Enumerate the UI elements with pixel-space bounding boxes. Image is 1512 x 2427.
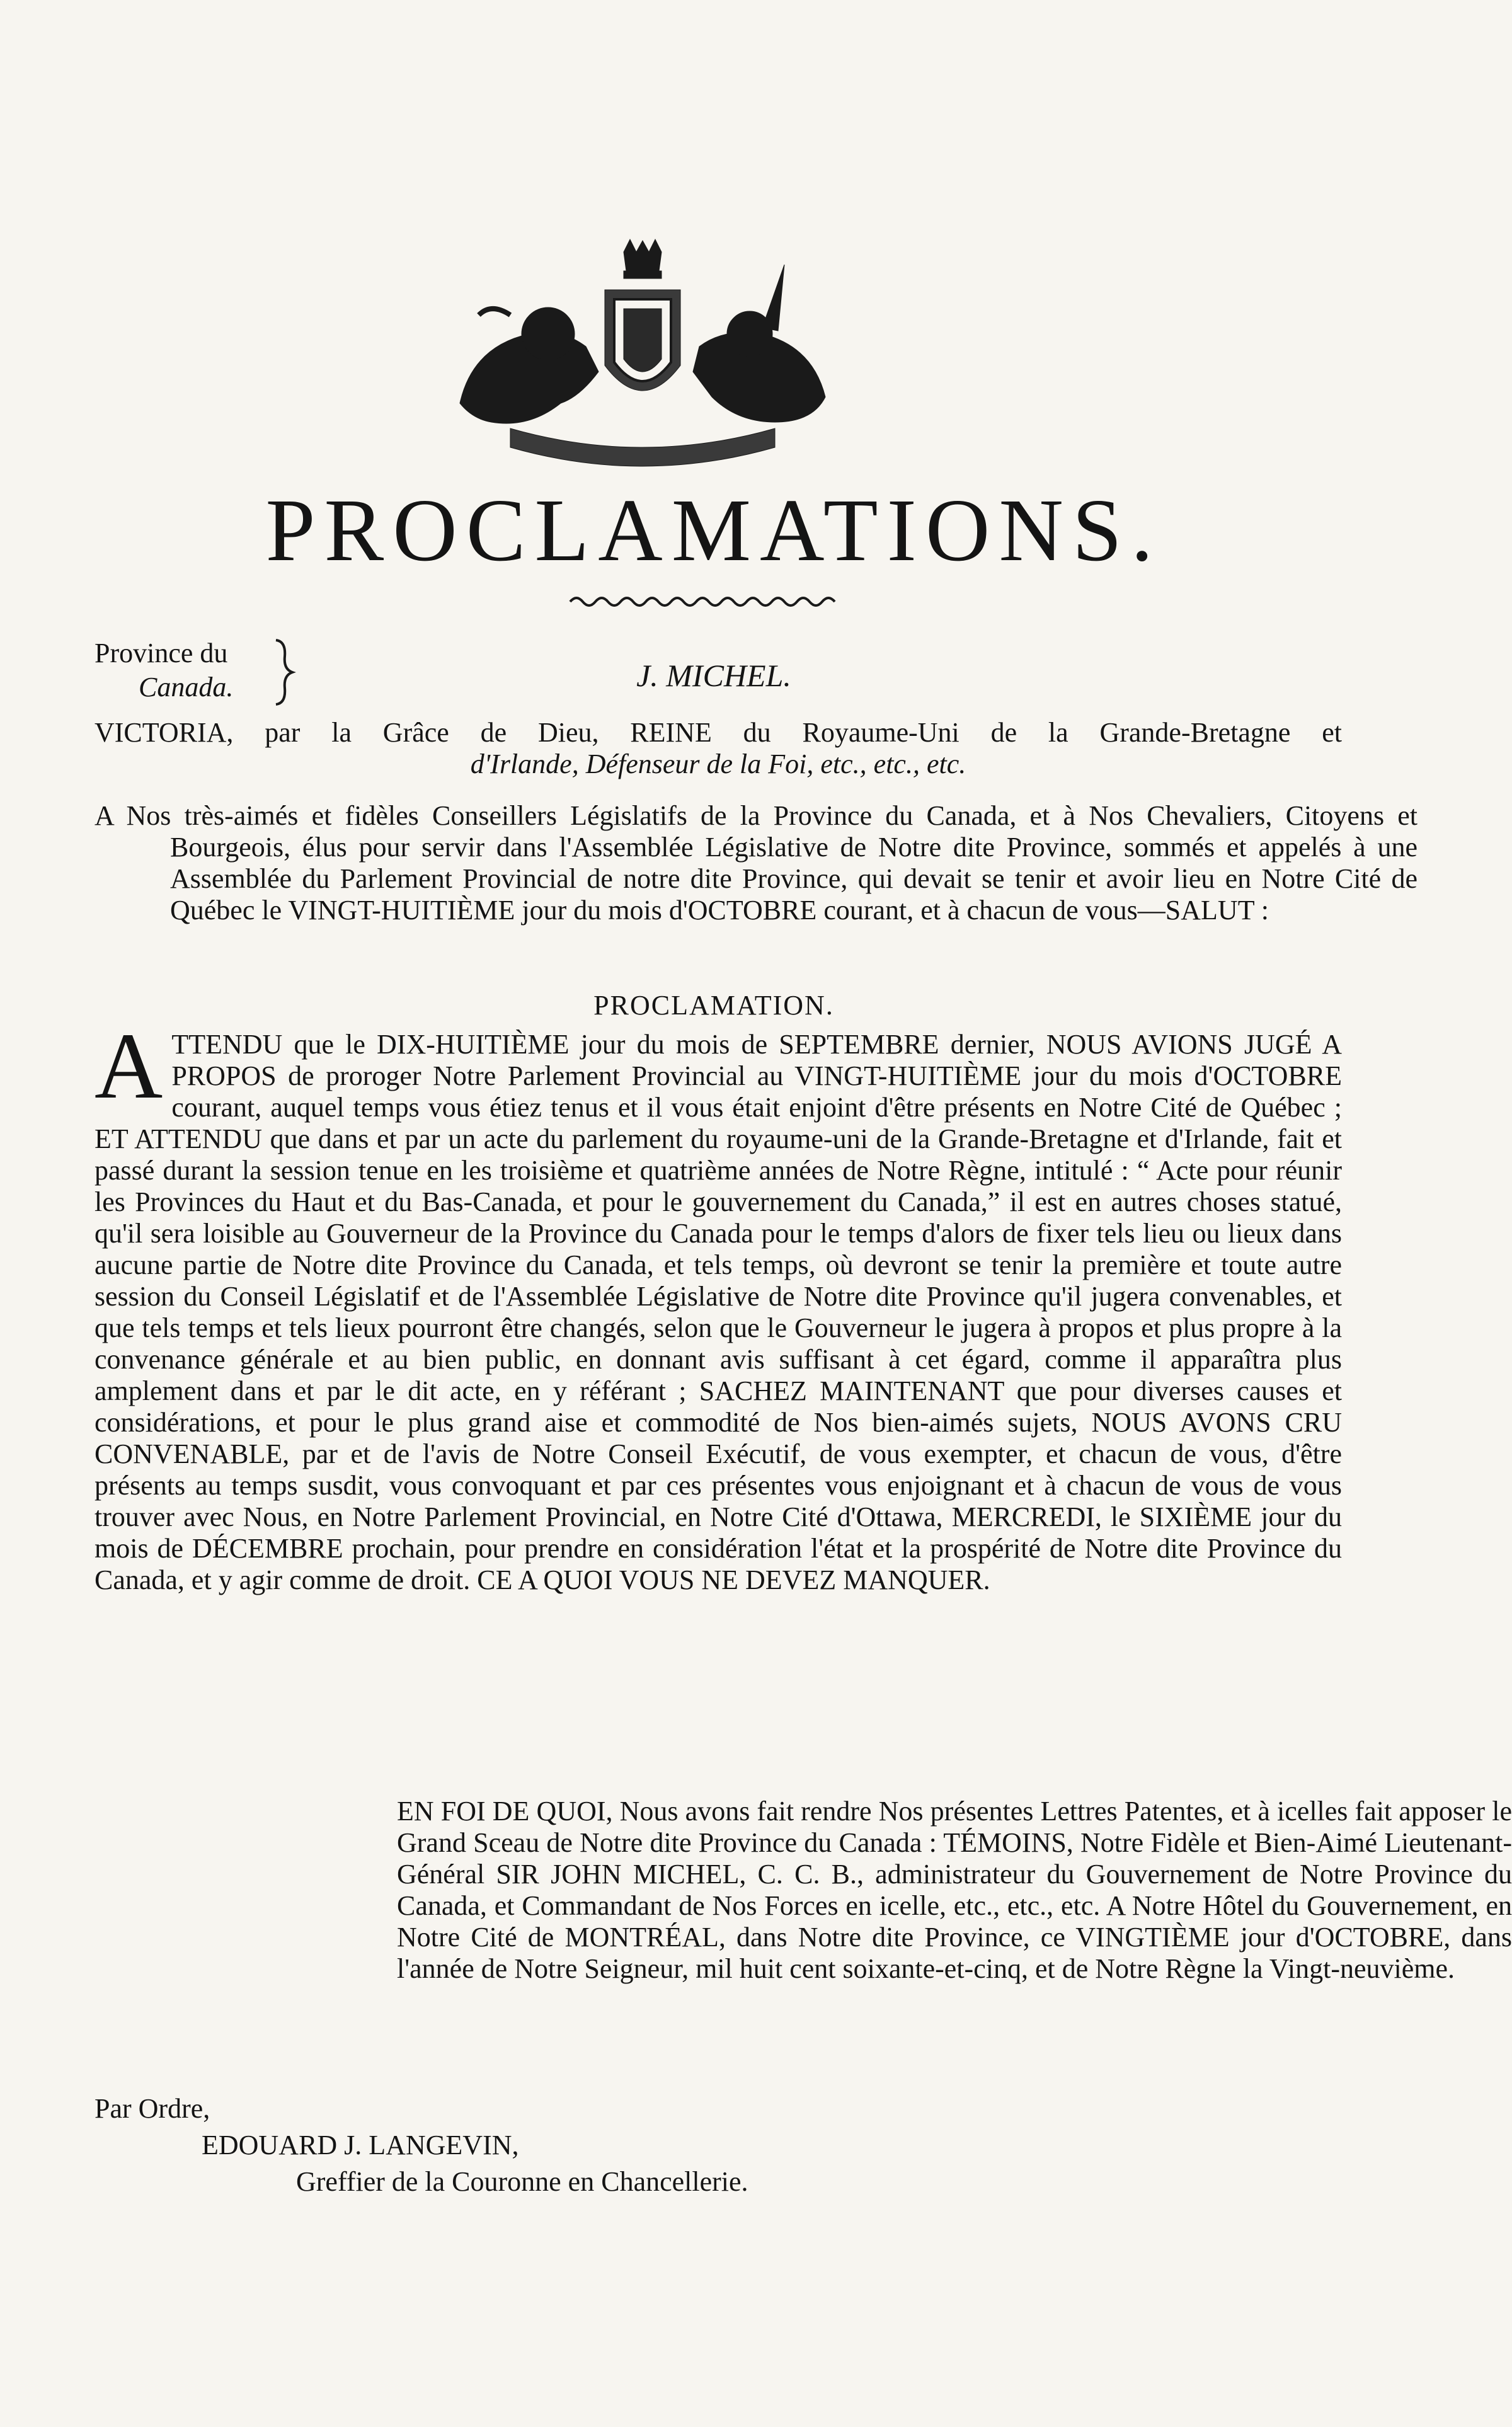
signature-block [94,2091,1228,2200]
salutation-paragraph: A Nos très-aimés et fidèles Conseillers Législatifs de la Province du Canada, et à Nos Chevaliers, Citoyens et Bourgeois, élus pour servir dans l'Assemblée Législative de Notre dite Province, sommés et appelés à une Assemblée du Parlement Provincial de notre dite Province, qui devait se tenir et avoir lieu en Notre Cité de Québec le VINGT-HUITIÈME jour du mois d'OCTOBRE courant, et à chacun de vous—SALUT : [94,800,1418,926]
witness-paragraph [227,1796,1512,1985]
proclamation-heading: PROCLAMATION. [593,990,834,1021]
witness-lead: EN FOI DE QUOI, Nous avons fait rendre Nos présentes Lettres Patentes, et à [397,1796,1270,1827]
province-line-2: Canada. [139,672,234,703]
proclamation-body-text: TTENDU que le DIX-HUITIÈME jour du mois de SEPTEMBRE dernier, NOUS AVIONS JUGÉ A PROPOS de proroger Notre Parlement Provincial au VINGT-HUITIÈME jour du mois d'OCTOBRE courant, auquel temps vous étiez tenus et il vous était enjoint d'être présents en Notre Cité de Québec ; ET ATTENDU que dans et par un acte du parlement du royaume-uni de la Grande-Bretagne et d'Irlande, fait et passé durant la session tenue en les troisième et quatrième années de Notre Règne, intitulé : “ Acte pour réunir les Provinces du Haut et du Bas-Canada, et pour le gouvernement du Canada,” il est en autres choses statué, qu'il sera loisible au Gouverneur de la Province du Canada pour le temps d'alors de fixer tels lieu ou lieux dans aucune partie de Notre dite Province du Canada, et tels temps, où devront se tenir la première et toute autre session du Conseil Législatif et de l'Assemblée Législative de Notre dite Province qu'il jugera convenables, et que tels temps et tels lieux pourront être changés, selon que le Gouverneur le jugera à propos et plus propre à la convenance générale et au bien public, en donnant avis suffisant à cet égard, comme il apparaîtra plus amplement dans et par le dit acte, en y référant ; SACHEZ MAINTENANT que pour diverses causes et considérations, et pour le plus grand aise et commodité de Nos bien-aimés sujets, NOUS AVONS CRU CONVENABLE, par et de l'avis de Notre Conseil Exécutif, de vous exempter, et chacun de vous, d'être présents au temps susdit, vous convoquant et par ces présentes vous enjoignant et à chacun de vous de vous trouver avec Nous, en Notre Parlement Provincial, en Notre Cité d'Ottawa, MERCREDI, le SIXIÈME jour du mois de DÉCEMBRE prochain, pour prendre en considération l'état et la prospérité de Notre dite Province du Canada, et y agir comme de droit. CE A QUOI VOUS NE DEVEZ MANQUER. [94,1029,1342,1595]
drop-cap: A [94,1014,163,1118]
proclamation-body [94,1014,1342,1596]
royal-coat-of-arms-icon [435,239,850,466]
royal-style-line-1: VICTORIA, par la Grâce de Dieu, REINE du Royaume-Uni de la Grande-Bretagne et [94,717,1342,748]
governor-name: J. MICHEL. [636,658,791,693]
signature-name: EDOUARD J. LANGEVIN, [202,2130,519,2160]
signature-line-1: Par Ordre, [94,2093,210,2124]
wavy-rule-ornament [567,589,844,614]
royal-style-line-2: d'Irlande, Défenseur de la Foi, etc., etc., etc. [470,749,966,779]
royal-style [94,717,1342,780]
page-title: PROCLAMATIONS. [265,480,1162,580]
province-line-1: Province du [94,638,228,668]
signature-title: Greffier de la Couronne en Chancellerie. [296,2166,748,2197]
witness-text: icelles fait apposer le Grand Sceau de Notre dite Province du Canada : TÉMOINS, Notre Fidèle et Bien-Aimé Lieutenant-Général SIR JOHN MICHEL, C. C. B., administrateur du Gouvernement de Notre Province du Canada, et Commandant de Nos Forces en icelle, etc., etc., etc. A Notre Hôtel du Gouvernement, en Notre Cité de MONTRÉAL, dans Notre dite Province, ce VINGTIÈME jour d'OCTOBRE, dans l'année de Notre Seigneur, mil huit cent soixante-et-cinq, et de Notre Règne la Vingt-neuvième. [397,1796,1512,1984]
